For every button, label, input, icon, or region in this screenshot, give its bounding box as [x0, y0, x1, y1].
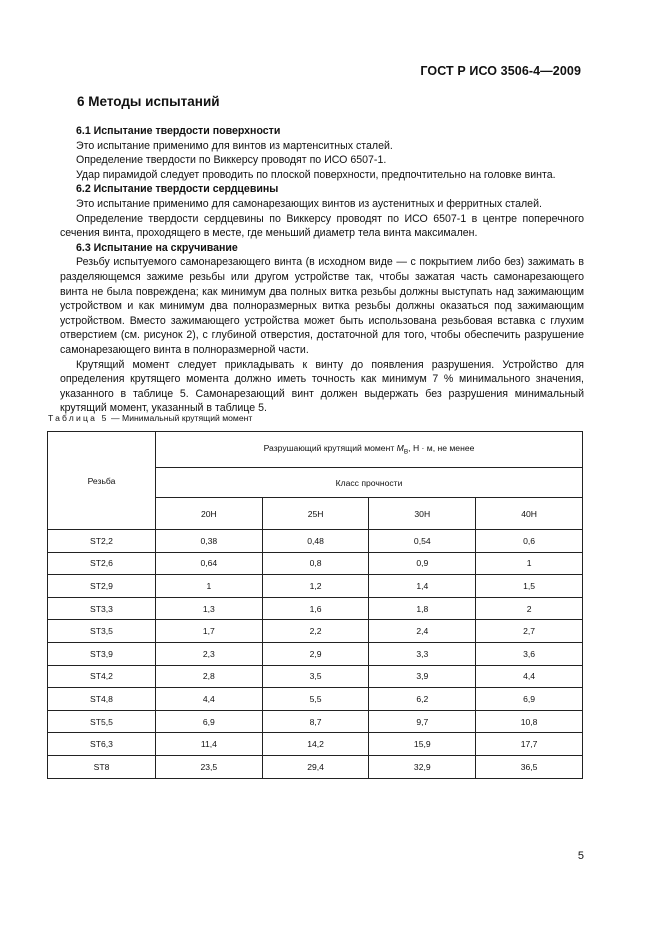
section-body: [60, 124, 584, 416]
table-row: [48, 710, 583, 733]
table-cell-thread: ST3,5: [48, 620, 156, 643]
table-cell: 1,5: [476, 575, 583, 598]
table-cell: 1,7: [156, 620, 263, 643]
table-cell: 2,7: [476, 620, 583, 643]
table-cell: 4,4: [156, 688, 263, 711]
table-caption-label: Таблица 5: [48, 413, 109, 423]
table-cell: 2,9: [262, 642, 369, 665]
table-row: [48, 688, 583, 711]
table-cell: 2: [476, 597, 583, 620]
table-cell: 4,4: [476, 665, 583, 688]
table-cell: 5,5: [262, 688, 369, 711]
table-row: [48, 597, 583, 620]
table-cell: 23,5: [156, 755, 263, 778]
section-title: 6 Методы испытаний: [77, 94, 220, 109]
paragraph: Удар пирамидой следует проводить по плоской поверхности, предпочтительно на головке винта.: [76, 168, 556, 181]
table-caption: [48, 413, 252, 423]
table-cell: 1,8: [369, 597, 476, 620]
table-cell-thread: ST5,5: [48, 710, 156, 733]
table-row: [48, 575, 583, 598]
table-cell: 36,5: [476, 755, 583, 778]
table-cell: 17,7: [476, 733, 583, 756]
table-cell: 0,6: [476, 530, 583, 553]
table-row: [48, 642, 583, 665]
table-cell: 0,8: [262, 552, 369, 575]
table-cell: 0,9: [369, 552, 476, 575]
table-cell: 9,7: [369, 710, 476, 733]
column-header-class-value: 25H: [262, 498, 369, 530]
table-cell-thread: ST3,3: [48, 597, 156, 620]
column-header-class: Класс прочности: [156, 468, 583, 498]
table-cell: 1: [476, 552, 583, 575]
table-cell: 0,48: [262, 530, 369, 553]
table-cell: 0,64: [156, 552, 263, 575]
column-header-class-value: 40H: [476, 498, 583, 530]
subsection-title-6-3: 6.3 Испытание на скручивание: [76, 241, 238, 254]
table-cell: 6,9: [156, 710, 263, 733]
torque-table: [47, 431, 583, 779]
table-cell: 2,2: [262, 620, 369, 643]
table-cell: 29,4: [262, 755, 369, 778]
paragraph: Крутящий момент следует прикладывать к винту до появления разрушения. Устройство для определения крутящего момента должно иметь точность как минимум 7 % минимального значения, указанного в таблице 5. Самонарезающий винт должен выдержать без разрушения минимальный крутящий момент, указанный в таблице 5.: [60, 358, 584, 415]
standard-header: ГОСТ Р ИСО 3506-4—2009: [420, 64, 581, 78]
table-cell: 1: [156, 575, 263, 598]
table-cell-thread: ST2,9: [48, 575, 156, 598]
page-number: 5: [577, 850, 584, 862]
paragraph: Резьбу испытуемого самонарезающего винта (в исходном виде — с покрытием либо без) зажимать в разделяющемся зажиме резьбы или другом устройстве так, чтобы зажатая часть самонарезающего винта не была повреждена; как минимум два полных витка резьбы должны выступать над зажимающим устройством и как минимум два полноразмерных витка резьбы должны оказаться под зажимающим устройством. Вместо зажимающего устройства может быть использована резьбовая вставка с глухим отверстием (см. рисунок 2), с глубиной отверстия, достаточной для того, чтобы обеспечить разрушение самонарезающего винта в полноразмерной части.: [60, 256, 584, 356]
table-cell: 1,4: [369, 575, 476, 598]
table-row: [48, 552, 583, 575]
table-cell-thread: ST4,8: [48, 688, 156, 711]
table-cell: 10,8: [476, 710, 583, 733]
paragraph: Определение твердости сердцевины по Виккерсу проводят по ИСО 6507-1 в центре поперечного сечения винта, проходящего в месте, где меньший диаметр тела винта максимален.: [60, 212, 584, 240]
paragraph: Это испытание применимо для самонарезающих винтов из аустенитных и ферритных сталей.: [76, 197, 542, 210]
table-cell: 15,9: [369, 733, 476, 756]
table-cell: 2,3: [156, 642, 263, 665]
table-cell: 3,5: [262, 665, 369, 688]
column-header-class-value: 30H: [369, 498, 476, 530]
table-cell-thread: ST2,2: [48, 530, 156, 553]
table-cell-thread: ST3,9: [48, 642, 156, 665]
paragraph: Определение твердости по Виккерсу проводят по ИСО 6507-1.: [76, 154, 387, 167]
table-cell: 32,9: [369, 755, 476, 778]
table-cell-thread: ST6,3: [48, 733, 156, 756]
table-cell: 0,54: [369, 530, 476, 553]
table-cell: 1,3: [156, 597, 263, 620]
table-cell-thread: ST4,2: [48, 665, 156, 688]
subsection-title-6-2: 6.2 Испытание твердости сердцевины: [76, 183, 279, 196]
table-cell: 2,8: [156, 665, 263, 688]
column-header-thread: Резьба: [48, 432, 156, 530]
table-cell: 3,6: [476, 642, 583, 665]
table-row: [48, 733, 583, 756]
table-cell: 2,4: [369, 620, 476, 643]
table-cell: 1,2: [262, 575, 369, 598]
table-row: [48, 755, 583, 778]
table-cell-thread: ST2,6: [48, 552, 156, 575]
table-caption-text: — Минимальный крутящий момент: [108, 413, 253, 423]
column-header-class-value: 20H: [156, 498, 263, 530]
subsection-title-6-1: 6.1 Испытание твердости поверхности: [76, 125, 281, 137]
table-cell: 8,7: [262, 710, 369, 733]
table-cell: 1,6: [262, 597, 369, 620]
table-row: [48, 620, 583, 643]
table-row: [48, 665, 583, 688]
table-cell: 11,4: [156, 733, 263, 756]
table-cell: 6,2: [369, 688, 476, 711]
table-cell: 14,2: [262, 733, 369, 756]
table-cell: 3,3: [369, 642, 476, 665]
column-header-torque: Разрушающий крутящий момент $M_B$, Н · м, не менее: [156, 432, 583, 468]
table-cell: 6,9: [476, 688, 583, 711]
paragraph: Это испытание применимо для винтов из мартенситных сталей.: [76, 139, 393, 152]
table-row: [48, 530, 583, 553]
table-cell: 0,38: [156, 530, 263, 553]
table-cell: 3,9: [369, 665, 476, 688]
table-cell-thread: ST8: [48, 755, 156, 778]
